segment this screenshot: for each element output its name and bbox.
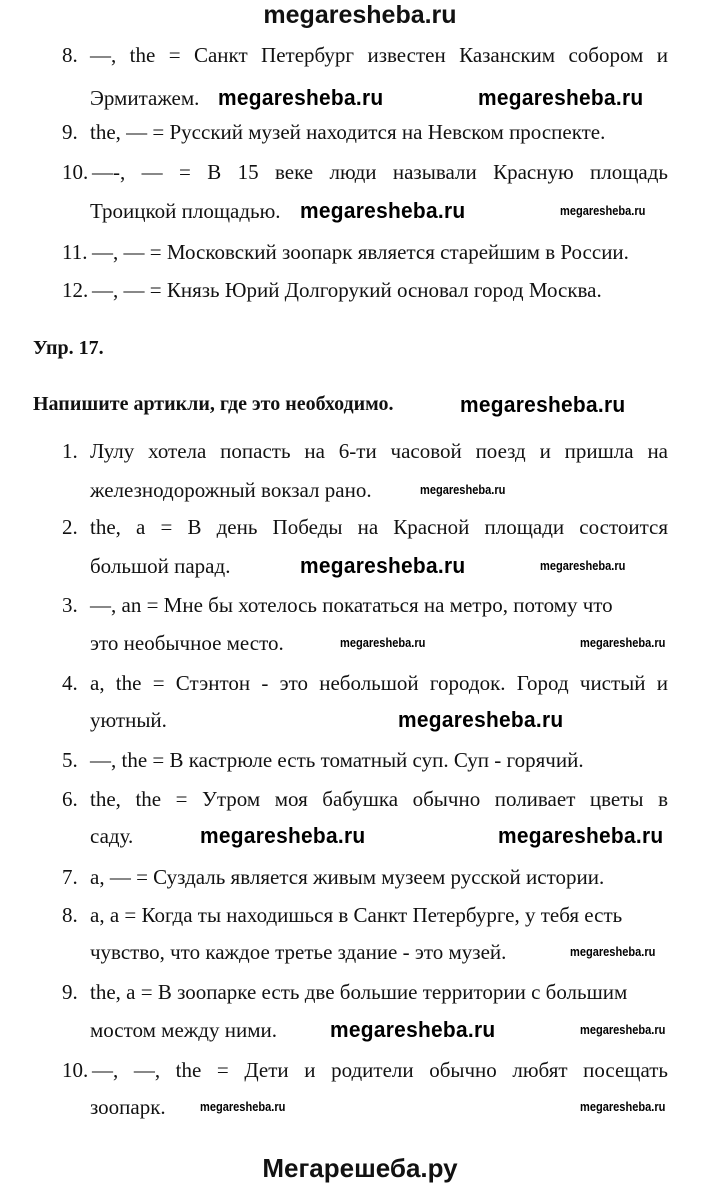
item-text: the, — = Русский музей находится на Невском проспекте. [90,120,606,144]
item-text-continuation: Эрмитажем. [90,86,200,110]
item-text: the, the = Утром моя бабушка обычно поливает цветы в [90,787,668,811]
item-number: 3. [62,593,78,617]
item-number: 9. [62,120,78,144]
watermark: megaresheba.ru [200,1099,286,1114]
watermark: megaresheba.ru [498,823,664,848]
watermark: megaresheba.ru [200,823,366,848]
item-number: 8. [62,43,78,67]
watermark: megaresheba.ru [580,1022,666,1037]
item-text-continuation: Троицкой площадью. [90,199,281,223]
watermark: megaresheba.ru [218,85,384,110]
item-number: 2. [62,515,78,539]
item-text-continuation: чувство, что каждое третье здание - это музей. [90,940,507,964]
item-number: 10. [62,1058,89,1082]
watermark: megaresheba.ru [570,944,656,959]
watermark: megaresheba.ru [300,198,466,223]
watermark: megaresheba.ru [300,553,466,578]
item-text-continuation: зоопарк. [90,1095,166,1119]
site-header: megaresheba.ru [263,1,457,29]
item-number: 1. [62,439,78,463]
item-number: 6. [62,787,78,811]
item-text: —, — = Князь Юрий Долгорукий основал город Москва. [92,278,602,302]
item-text: Лулу хотела попасть на 6-ти часовой поезд и пришла на [90,439,668,463]
watermark: megaresheba.ru [540,558,626,573]
item-number: 12. [62,278,89,302]
item-text: the, a = В день Победы на Красной площади состоится [90,515,668,539]
watermark: megaresheba.ru [420,482,506,497]
item-text-continuation: железнодорожный вокзал рано. [90,478,372,502]
item-text-continuation: это необычное место. [90,631,284,655]
watermark: megaresheba.ru [330,1017,496,1042]
item-text: —-, — = В 15 веке люди называли Красную площадь [92,160,668,184]
item-text: —, — = Московский зоопарк является старейшим в России. [92,240,629,264]
item-text: a, — = Суздаль является живым музеем русской истории. [90,865,605,889]
item-text: a, a = Когда ты находишься в Санкт Петербурге, у тебя есть [90,903,623,927]
item-text: —, an = Мне бы хотелось покататься на метро, потому что [90,593,613,617]
watermark: megaresheba.ru [460,392,626,417]
watermark: megaresheba.ru [580,1099,666,1114]
watermark: megaresheba.ru [478,85,644,110]
item-text: —, —, the = Дети и родители обычно любят посещать [92,1058,668,1082]
site-footer: Мегарешеба.ру [262,1153,458,1183]
item-text-continuation: уютный. [90,708,167,732]
watermark: megaresheba.ru [340,635,426,650]
exercise-task: Напишите артикли, где это необходимо. [33,393,394,415]
item-text-continuation: мостом между ними. [90,1018,277,1042]
item-number: 7. [62,865,78,889]
item-text: a, the = Стэнтон - это небольшой городок. Город чистый и [90,671,668,695]
watermark: megaresheba.ru [580,635,666,650]
watermark: megaresheba.ru [398,707,564,732]
item-number: 8. [62,903,78,927]
item-number: 5. [62,748,78,772]
item-number: 9. [62,980,78,1004]
item-text-continuation: саду. [90,824,134,848]
watermark: megaresheba.ru [560,203,646,218]
item-number: 11. [62,240,88,264]
item-number: 4. [62,671,78,695]
item-text: —, the = Санкт Петербург известен Казанским собором и [90,43,668,67]
item-number: 10. [62,160,89,184]
item-text: the, a = В зоопарке есть две большие территории с большим [90,980,628,1004]
item-text: —, the = В кастрюле есть томатный суп. Суп - горячий. [90,748,584,772]
exercise-title: Упр. 17. [33,337,104,359]
item-text-continuation: большой парад. [90,554,231,578]
